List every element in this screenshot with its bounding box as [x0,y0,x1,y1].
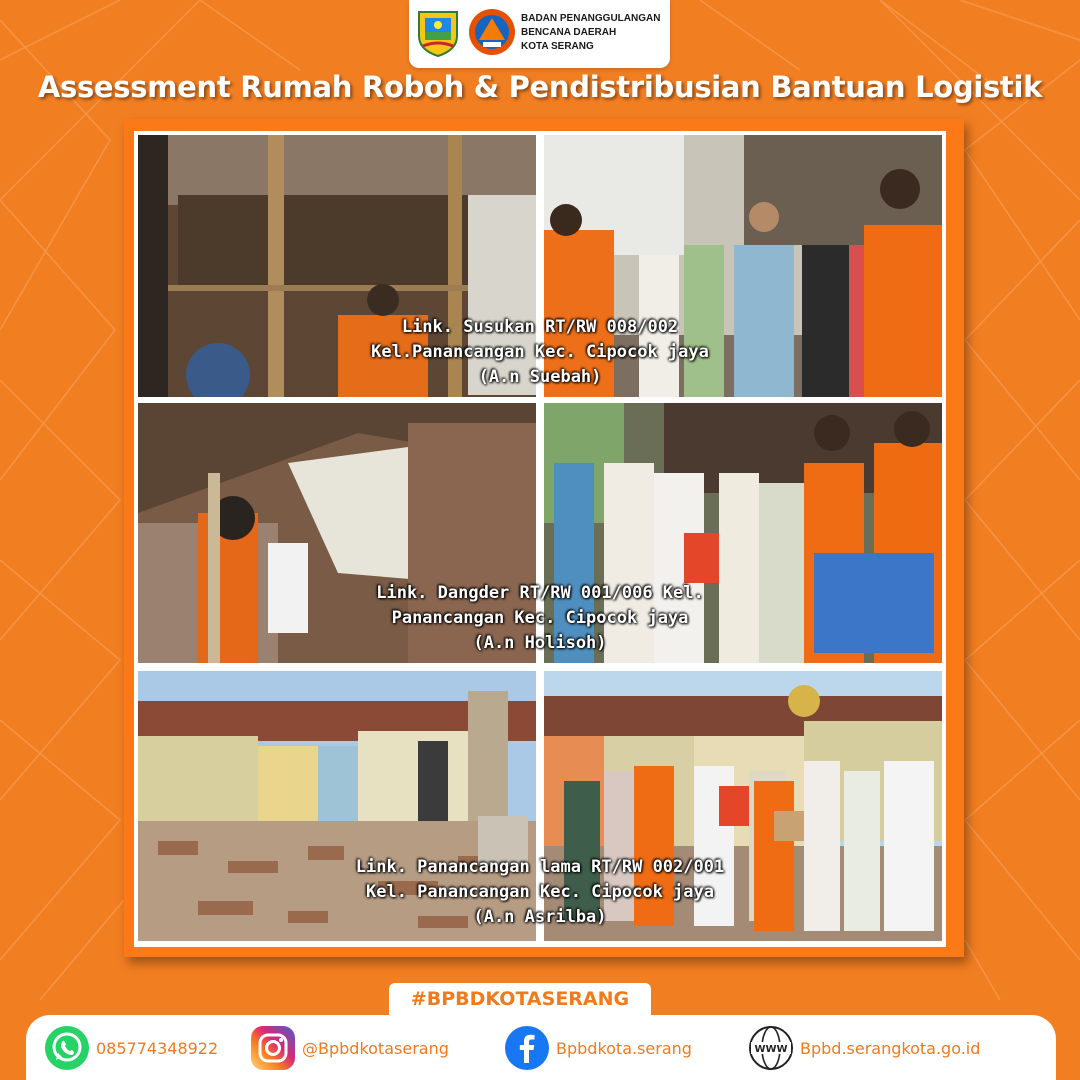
caption-2-line-2: Panancangan Kec. Cipocok jaya [391,608,689,628]
website-contact[interactable] [748,1025,980,1071]
whatsapp-icon [44,1025,90,1071]
caption-location-2 [0,581,1080,656]
caption-2-line-3: (A.n Holisoh) [473,633,607,653]
photo-frame [124,119,964,957]
instagram-contact[interactable] [250,1025,449,1071]
whatsapp-number: 085774348922 [96,1038,219,1058]
website-url: Bpbd.serangkota.go.id [800,1038,981,1058]
caption-1-line-2: Kel.Panancangan Kec. Cipocok jaya [371,342,709,362]
caption-location-1 [0,315,1080,390]
bpbd-emblem-icon [467,6,517,58]
caption-3-line-1: Link. Panancangan lama RT/RW 002/001 [355,857,725,877]
globe-www-icon [748,1025,794,1071]
instagram-handle: @Bpbdkotaserang [302,1038,449,1058]
org-name-line-2: BENCANA DAERAH [521,27,617,38]
www-icon-text: WWW [754,1044,788,1055]
whatsapp-contact[interactable] [44,1025,218,1071]
caption-3-line-2: Kel. Panancangan Kec. Cipocok jaya [366,882,714,902]
org-name [521,12,667,54]
caption-1-line-3: (A.n Suebah) [478,367,602,387]
org-name-line-3: KOTA SERANG [521,41,594,52]
facebook-contact[interactable] [504,1025,692,1071]
caption-location-3 [0,855,1080,930]
facebook-page: Bpbdkota.serang [556,1038,692,1058]
page-title: Assessment Rumah Roboh & Pendistribusian Bantuan Logistik [37,70,1043,104]
kota-serang-emblem-icon [413,6,463,58]
header-logo-card [409,0,670,68]
photo-grid [134,131,946,947]
caption-1-line-1: Link. Susukan RT/RW 008/002 [401,317,679,337]
contact-footer [26,1015,1056,1080]
instagram-icon [250,1025,296,1071]
facebook-icon [504,1025,550,1071]
caption-3-line-3: (A.n Asrilba) [473,907,607,927]
org-name-line-1: BADAN PENANGGULANGAN [521,13,661,24]
caption-2-line-1: Link. Dangder RT/RW 001/006 Kel. [376,583,704,603]
hashtag-label: #BPBDKOTASERANG [389,983,651,1015]
